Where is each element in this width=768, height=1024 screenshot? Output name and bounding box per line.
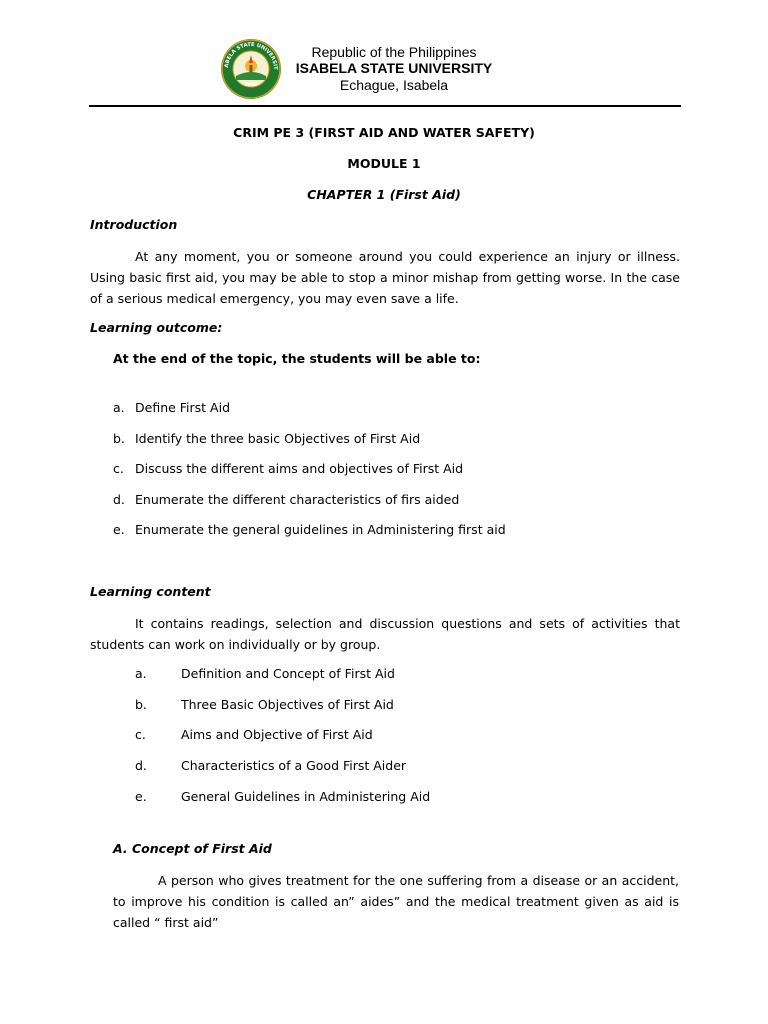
learning-content-text: It contains readings, selection and discussion questions and sets of activities that students can work on individually or by group. [90,616,680,652]
introduction-heading: Introduction [90,217,178,232]
learning-content-heading: Learning content [90,584,211,599]
list-item-letter: e. [113,522,125,537]
list-item-letter: c. [135,727,146,742]
list-item: Three Basic Objectives of First Aid [181,697,394,712]
section-a-paragraph [113,870,679,933]
list-item-letter: c. [113,461,124,476]
university-seal-logo [220,38,282,100]
list-item-letter: a. [113,400,125,415]
learning-outcome-lead: At the end of the topic, the students will be able to: [113,351,481,366]
introduction-paragraph [90,246,680,309]
list-item: Enumerate the general guidelines in Administering first aid [135,522,506,537]
learning-outcome-heading: Learning outcome: [90,320,223,335]
list-item: General Guidelines in Administering Aid [181,789,431,804]
list-item-letter: d. [113,492,125,507]
list-item: Identify the three basic Objectives of First Aid [135,431,421,446]
list-item-letter: b. [113,431,125,446]
list-item-letter: b. [135,697,147,712]
learning-content-paragraph [90,613,680,655]
list-item: Enumerate the different characteristics of firs aided [135,492,460,507]
list-item: Characteristics of a Good First Aider [181,758,407,773]
section-a-heading: A. Concept of First Aid [113,841,272,856]
list-item: Discuss the different aims and objectives of First Aid [135,461,464,476]
seal-name-text: ABELA STATE UNIVERSIT [223,41,279,70]
module-title: MODULE 1 [347,156,421,171]
list-item: Define First Aid [135,400,231,415]
list-item: Definition and Concept of First Aid [181,666,395,681]
header-location: Echague, Isabela [339,77,449,93]
list-item-letter: e. [135,789,147,804]
header-divider [89,105,681,107]
list-item-letter: a. [135,666,147,681]
section-a-text: A person who gives treatment for the one suffering from a disease or an accident, to improve his condition is called an” aides” and the medical treatment given as aid is called “ first aid” [113,873,679,930]
introduction-text: At any moment, you or someone around you could experience an injury or illness. Using basic first aid, you may be able to stop a minor mishap from getting worse. In the case of a serious medical emergency, you may even save a life. [90,249,680,306]
list-item: Aims and Objective of First Aid [181,727,373,742]
header-university-name: ISABELA STATE UNIVERSITY [295,60,493,76]
list-item-letter: d. [135,758,147,773]
seal-year-text: 1978 [243,81,259,89]
course-title: CRIM PE 3 (FIRST AID AND WATER SAFETY) [233,125,535,140]
header-text-block [284,44,504,94]
chapter-title: CHAPTER 1 (First Aid) [307,187,461,202]
header-republic: Republic of the Philippines [311,44,477,60]
